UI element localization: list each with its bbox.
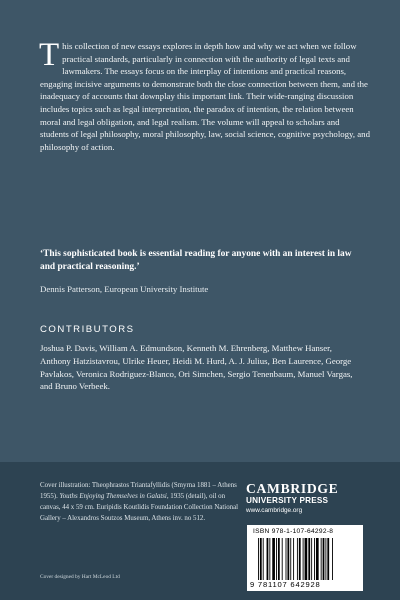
barcode-bar [332,538,333,580]
barcode-bar [258,538,259,580]
artwork-title: Youths Enjoying Themselves in Galatsi [59,493,167,500]
barcode-bar [316,538,319,580]
barcode-bar [305,538,308,580]
endorsement-quote: ‘This sophisticated book is essential reading for anyone with an interest in law and practical reasoning.’ [40,249,352,272]
barcode-bar [297,538,298,580]
isbn-barcode [247,525,363,591]
publisher-subtitle: UNIVERSITY PRESS [246,496,329,505]
barcode-bar [311,538,312,580]
barcode-bar [299,538,301,580]
barcode-bar [290,538,291,580]
publisher-name: CAMBRIDGE [246,481,339,496]
barcode-bar [282,538,283,580]
barcode-icon [258,538,354,580]
barcode-bar [323,538,325,580]
barcode-bar [269,538,270,580]
contributors-list: Joshua P. Davis, William A. Edmundson, Kenneth M. Ehrenberg, Matthew Hanser, Anthony Hatzistavrou, Ulrike Heuer, Heidi M. Hurd, A. J. Julius, Ben Laurence, George Pavlakos, Veronica Rodriguez-Blanco, Ori Simchen, Sergio Tenenbaum, Manuel Vargas, and Bruno Verbeek. [40,343,353,392]
barcode-bar [321,538,322,580]
publisher-logo [246,482,376,515]
barcode-bar [327,538,329,580]
drop-cap: T [39,37,60,73]
barcode-bar [272,538,275,580]
barcode-bar [314,538,315,580]
isbn-label: ISBN 978-1-107-64292-8 [253,528,334,535]
cover-illustration-credit [40,480,240,524]
publisher-url: www.cambridge.org [246,507,303,514]
endorsement-attribution: Dennis Patterson, European University Institute [40,284,209,294]
barcode-bar [308,538,310,580]
barcode-bar [263,538,264,580]
contributors-heading: CONTRIBUTORS [40,324,135,335]
barcode-bar [325,538,326,580]
barcode-bar [293,538,294,580]
credit-suffix: , 1935 (detail), oil on canvas, 44 x 59 cm. Euripidis Koutlidis Foundation Collection National Gallery – Alexandros Soutzos Museum, Athens inv. no 512. [40,493,239,522]
barcode-bar [303,538,304,580]
barcode-bar [260,538,262,580]
barcode-bar [276,538,277,580]
credit-prefix: Cover illustration: Theophrastos Triantafyllidis (Smyrna 1881 – Athens 1955). [40,482,237,500]
isbn-digits: 9 781107 642928 [250,580,321,589]
description-text: his collection of new essays explores in depth how and why we act when we follow practical standards, particularly in connection with the authority of legal texts and lawmakers. The essays focus on the interplay of intentions and practical reasons, engaging incisive arguments to demonstrate both the close connection between them, and the inadequacy of accounts that downplay this important link. Their wide-ranging discussion includes topics such as legal interpretation, the paradox of intention, the relation between moral and legal obligation, and legal realism. The volume will appeal to scholars and students of legal philosophy, moral philosophy, law, social science, cognitive psychology, and philosophy of action. [40,41,370,152]
cover-designer-credit: Cover designed by Hart McLeod Ltd [40,574,120,580]
barcode-bar [287,538,289,580]
barcode-bar [278,538,280,580]
barcode-bar [286,538,287,580]
book-description [39,37,370,153]
barcode-bar [267,538,269,580]
